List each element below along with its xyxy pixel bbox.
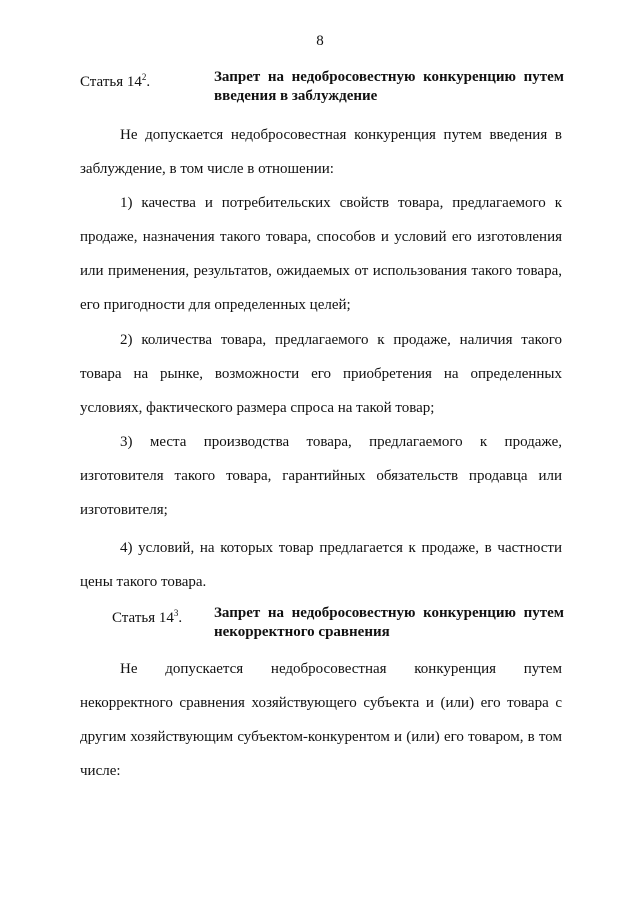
article-label-sup: 2: [141, 72, 147, 82]
paragraph-intro: Не допускается недобросовестная конкуренция путем введения в заблуждение, в том числе в отношении:: [80, 127, 562, 177]
article-label-sup: 3: [173, 608, 179, 618]
article-title: Запрет на недобросовестную конкуренцию путем введения в заблуждение: [214, 69, 564, 104]
page-number: 8: [316, 33, 324, 49]
article-heading-14-2: [80, 68, 564, 106]
article-heading-14-3: [80, 604, 564, 642]
article-label-text: Статья 14: [112, 610, 174, 626]
article-title: Запрет на недобросовестную конкуренцию путем некорректного сравнения: [214, 605, 564, 640]
article-label-suffix: .: [146, 74, 151, 90]
article-label-suffix: .: [178, 610, 183, 626]
paragraph-14-3-intro: Не допускается недобросовестная конкуренция путем некорректного сравнения хозяйствующего субъекта и (или) его товара с другим хозяйствующим субъектом-конкурентом и (или) его товаром, в том числе:: [80, 661, 562, 779]
article-label: [80, 68, 214, 106]
article-label-text: Статья 14: [80, 74, 142, 90]
article-label: [80, 604, 214, 642]
paragraph-item-3: 3) места производства товара, предлагаемого к продаже, изготовителя такого товара, гарантийных обязательств продавца или изготовителя;: [80, 434, 562, 518]
paragraph-item-1: 1) качества и потребительских свойств товара, предлагаемого к продаже, назначения такого товара, способов и условий его изготовления или применения, результатов, ожидаемых от использования такого товара, его пригодности для определенных целей;: [80, 195, 562, 313]
paragraph-item-4: 4) условий, на которых товар предлагается к продаже, в частности цены такого товара.: [80, 540, 562, 590]
paragraph-item-2: 2) количества товара, предлагаемого к продаже, наличия такого товара на рынке, возможности его приобретения на определенных условиях, фактического размера спроса на такой товар;: [80, 332, 562, 416]
